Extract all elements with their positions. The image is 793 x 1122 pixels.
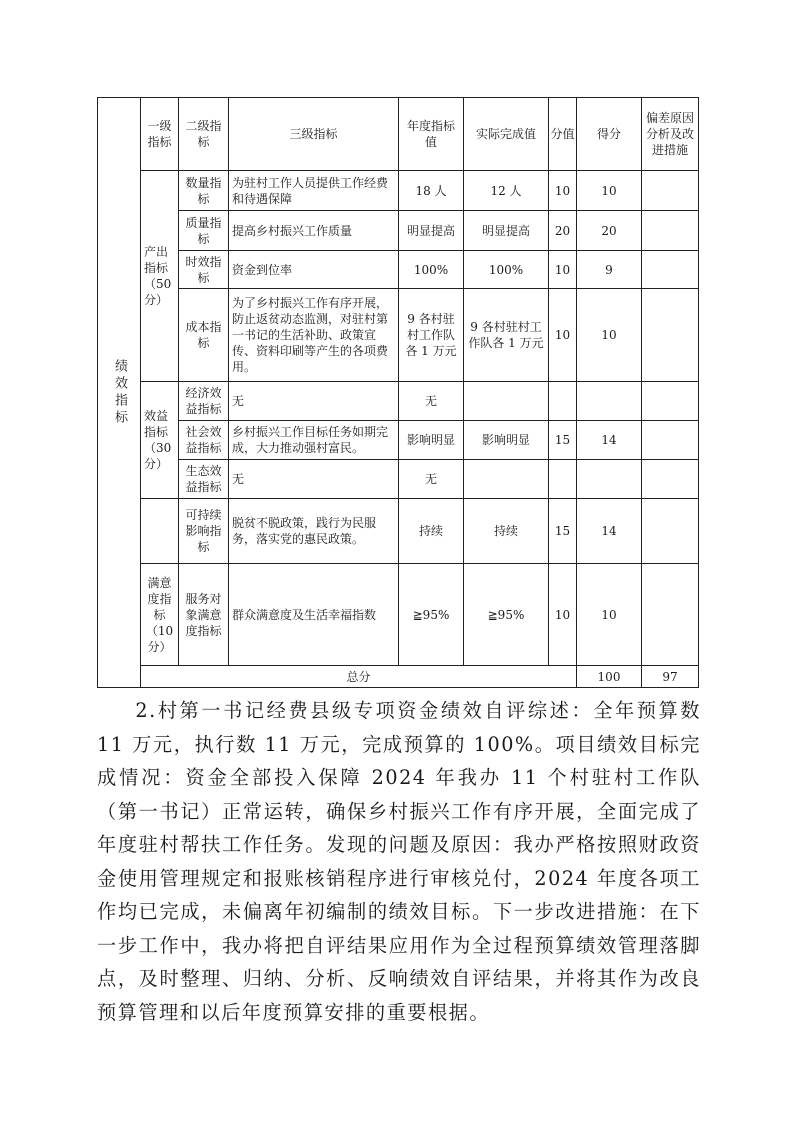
target-cell: 明显提高 xyxy=(399,211,464,251)
score-cell: 10 xyxy=(577,171,642,211)
header-level1: 一级指标 xyxy=(141,98,179,171)
table-row xyxy=(98,251,699,289)
level2-cell: 时效指标 xyxy=(179,251,229,289)
level3-cell: 无 xyxy=(229,382,399,421)
table-row xyxy=(98,289,699,382)
table-row xyxy=(98,421,699,460)
target-cell: 100% xyxy=(399,251,464,289)
weight-cell: 10 xyxy=(549,564,577,666)
score-cell xyxy=(577,382,642,421)
level2-cell: 数量指标 xyxy=(179,171,229,211)
level2-cell: 成本指标 xyxy=(179,289,229,382)
header-row xyxy=(98,98,699,171)
total-label: 总分 xyxy=(141,666,577,688)
actual-cell: 12 人 xyxy=(464,171,549,211)
weight-cell: 10 xyxy=(549,171,577,211)
target-cell: 影响明显 xyxy=(399,421,464,460)
actual-cell xyxy=(464,382,549,421)
score-cell: 10 xyxy=(577,289,642,382)
level2-cell: 生态效益指标 xyxy=(179,460,229,499)
header-weight: 分值 xyxy=(549,98,577,171)
score-cell: 14 xyxy=(577,421,642,460)
target-cell: 持续 xyxy=(399,499,464,564)
table-row xyxy=(98,171,699,211)
weight-cell xyxy=(549,382,577,421)
weight-cell: 15 xyxy=(549,421,577,460)
level1-benefit: 效益指标（30分） xyxy=(141,382,179,499)
score-cell: 20 xyxy=(577,211,642,251)
level3-cell: 无 xyxy=(229,460,399,499)
weight-cell: 10 xyxy=(549,251,577,289)
actual-cell: 9 各村驻村工作队各 1 万元 xyxy=(464,289,549,382)
total-score: 97 xyxy=(642,666,699,688)
actual-cell: 影响明显 xyxy=(464,421,549,460)
score-cell: 14 xyxy=(577,499,642,564)
level1-output: 产出指标（50分） xyxy=(141,171,179,382)
level2-cell: 经济效益指标 xyxy=(179,382,229,421)
deviation-cell xyxy=(642,421,699,460)
score-cell: 9 xyxy=(577,251,642,289)
summary-paragraph: 2.村第一书记经费县级专项资金绩效自评综述：全年预算数 11 万元，执行数 11 万元，完成预算的 100%。项目绩效目标完成情况：资金全部投入保障 2024 年我办 11 个村驻村工作队（第一书记）正常运转，确保乡村振兴工作有序开展，全面完成了年度驻村帮扶工作任务。发现的问题及原因：我办严格按照财政资金使用管理规定和报账核销程序进行审核兑付，2024 年度各项工作均已完成，未偏离年初编制的绩效目标。下一步改进措施：在下一步工作中，我办将把自评结果应用作为全过程预算绩效管理落脚点，及时整理、归纳、分析、反响绩效自评结果，并将其作为改良预算管理和以后年度预算安排的重要根据。 xyxy=(97,699,701,1024)
level2-cell: 社会效益指标 xyxy=(179,421,229,460)
target-cell: 无 xyxy=(399,460,464,499)
score-cell: 10 xyxy=(577,564,642,666)
level2-cell: 可持续影响指标 xyxy=(179,499,229,564)
level3-cell: 乡村振兴工作目标任务如期完成，大力推动强村富民。 xyxy=(229,421,399,460)
level3-cell: 资金到位率 xyxy=(229,251,399,289)
level2-cell: 服务对象满意度指标 xyxy=(179,564,229,666)
weight-cell: 15 xyxy=(549,499,577,564)
level2-cell: 质量指标 xyxy=(179,211,229,251)
header-score: 得分 xyxy=(577,98,642,171)
deviation-cell xyxy=(642,289,699,382)
table-row xyxy=(98,382,699,421)
actual-cell: 100% xyxy=(464,251,549,289)
table-row xyxy=(98,499,699,564)
header-level2: 二级指标 xyxy=(179,98,229,171)
level3-cell: 脱贫不脱政策，践行为民服务，落实党的惠民政策。 xyxy=(229,499,399,564)
table-row xyxy=(98,211,699,251)
deviation-cell xyxy=(642,251,699,289)
level3-cell: 为驻村工作人员提供工作经费和待遇保障 xyxy=(229,171,399,211)
total-row xyxy=(98,666,699,688)
level3-cell: 为了乡村振兴工作有序开展，防止返贫动态监测，对驻村第一书记的生活补助、政策宣传、资料印刷等产生的各项费用。 xyxy=(229,289,399,382)
actual-cell: 持续 xyxy=(464,499,549,564)
table-row xyxy=(98,564,699,666)
header-deviation: 偏差原因分析及改进措施 xyxy=(642,98,699,171)
level3-cell: 提高乡村振兴工作质量 xyxy=(229,211,399,251)
group-label: 绩效指标 xyxy=(98,98,141,688)
target-cell: 9 各村驻村工作队各 1 万元 xyxy=(399,289,464,382)
deviation-cell xyxy=(642,171,699,211)
header-actual-value: 实际完成值 xyxy=(464,98,549,171)
weight-cell: 10 xyxy=(549,289,577,382)
target-cell: 18 人 xyxy=(399,171,464,211)
performance-table xyxy=(97,97,699,688)
actual-cell xyxy=(464,460,549,499)
table-row xyxy=(98,460,699,499)
deviation-cell xyxy=(642,564,699,666)
deviation-cell xyxy=(642,499,699,564)
actual-cell: 明显提高 xyxy=(464,211,549,251)
level1-empty xyxy=(141,499,179,564)
weight-cell xyxy=(549,460,577,499)
actual-cell: ≧95% xyxy=(464,564,549,666)
level3-cell: 群众满意度及生活幸福指数 xyxy=(229,564,399,666)
weight-cell: 20 xyxy=(549,211,577,251)
target-cell: ≧95% xyxy=(399,564,464,666)
deviation-cell xyxy=(642,382,699,421)
total-weight: 100 xyxy=(577,666,642,688)
header-annual-target: 年度指标值 xyxy=(399,98,464,171)
deviation-cell xyxy=(642,211,699,251)
score-cell xyxy=(577,460,642,499)
level1-satisfaction: 满意度指标（10分） xyxy=(141,564,179,666)
deviation-cell xyxy=(642,460,699,499)
target-cell: 无 xyxy=(399,382,464,421)
header-level3: 三级指标 xyxy=(229,98,399,171)
